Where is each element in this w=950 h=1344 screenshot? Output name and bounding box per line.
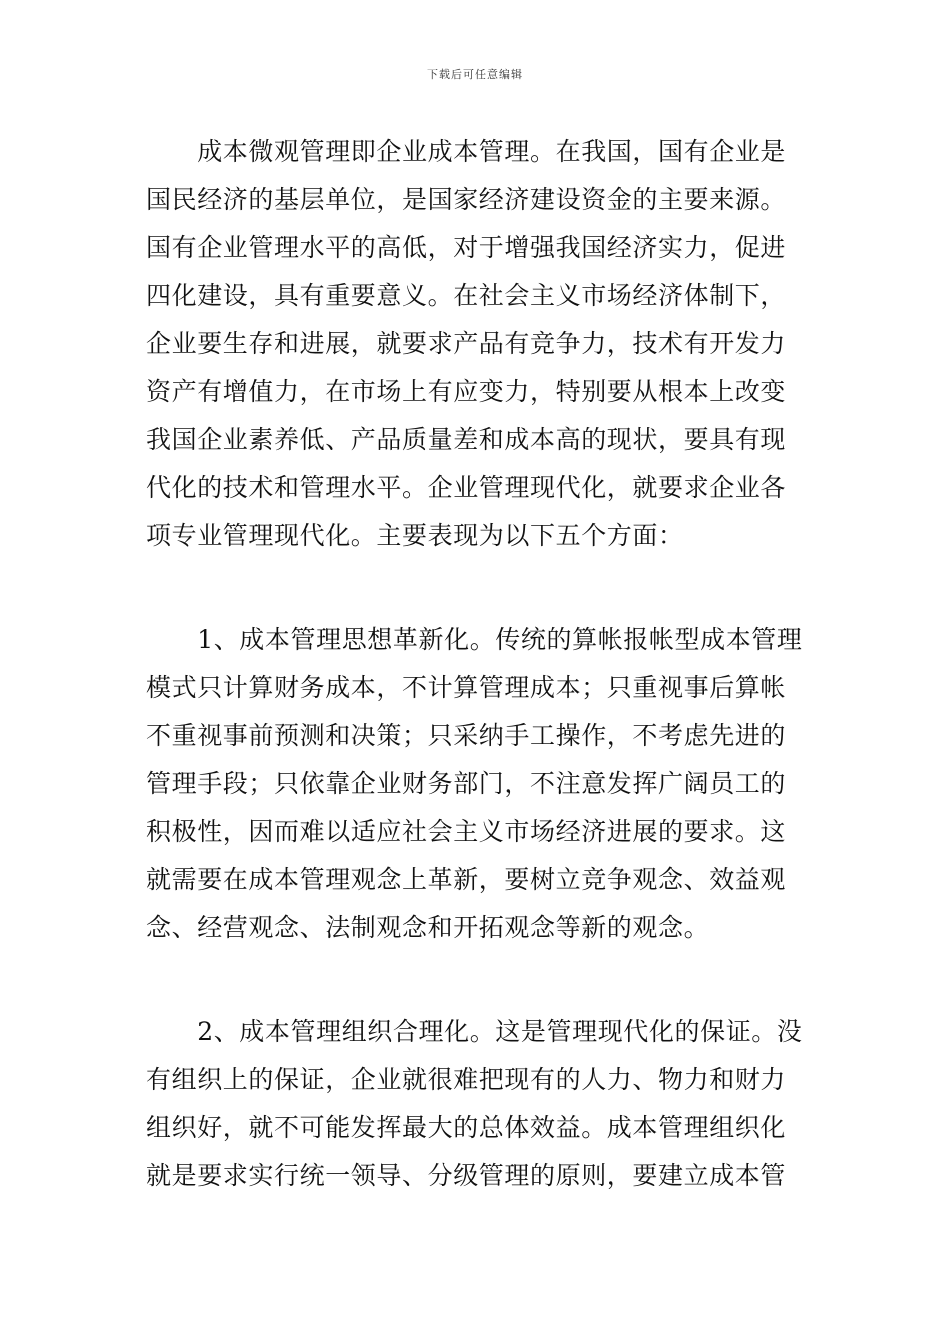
text-line: 有组织上的保证，企业就很难把现有的人力、物力和财力 (146, 1065, 787, 1094)
text-line: 国有企业管理水平的高低，对于增强我国经济实力，促进 (146, 233, 787, 262)
document-body (146, 128, 810, 1200)
paragraph-intro (146, 128, 810, 560)
text-line: 管理手段；只依靠企业财务部门，不注意发挥广阔员工的 (146, 769, 787, 798)
text-line: 成本微观管理即企业成本管理。在我国，国有企业是 (146, 137, 787, 166)
text-line: 就是要求实行统一领导、分级管理的原则，要建立成本管 (146, 1161, 787, 1190)
text-line: 项专业管理现代化。主要表现为以下五个方面： (146, 521, 684, 550)
text-line: 国民经济的基层单位，是国家经济建设资金的主要来源。 (146, 185, 787, 214)
text-line: 1、成本管理思想革新化。传统的算帐报帐型成本管理 (146, 625, 803, 654)
text-line: 我国企业素养低、产品质量差和成本高的现状，要具有现 (146, 425, 787, 454)
text-line: 模式只计算财务成本，不计算管理成本；只重视事后算帐 (146, 673, 787, 702)
text-line: 资产有增值力，在市场上有应变力，特别要从根本上改变 (146, 377, 787, 406)
text-line: 代化的技术和管理水平。企业管理现代化，就要求企业各 (146, 473, 787, 502)
text-line: 企业要生存和进展，就要求产品有竞争力，技术有开发力 (146, 329, 787, 358)
text-line: 四化建设，具有重要意义。在社会主义市场经济体制下， (146, 281, 787, 310)
page-header: 下载后可任意编辑 (427, 68, 523, 81)
text-line: 2、成本管理组织合理化。这是管理现代化的保证。没 (146, 1017, 803, 1046)
paragraph-point-1 (146, 616, 810, 952)
text-line: 积极性，因而难以适应社会主义市场经济进展的要求。这 (146, 817, 787, 846)
paragraph-point-2 (146, 1008, 810, 1200)
paragraph-gap (146, 560, 810, 616)
text-line: 就需要在成本管理观念上革新，要树立竞争观念、效益观 (146, 865, 787, 894)
text-line: 念、经营观念、法制观念和开拓观念等新的观念。 (146, 913, 710, 942)
paragraph-gap (146, 952, 810, 1008)
text-line: 不重视事前预测和决策；只采纳手工操作，不考虑先进的 (146, 721, 787, 750)
text-line: 组织好，就不可能发挥最大的总体效益。成本管理组织化 (146, 1113, 787, 1142)
